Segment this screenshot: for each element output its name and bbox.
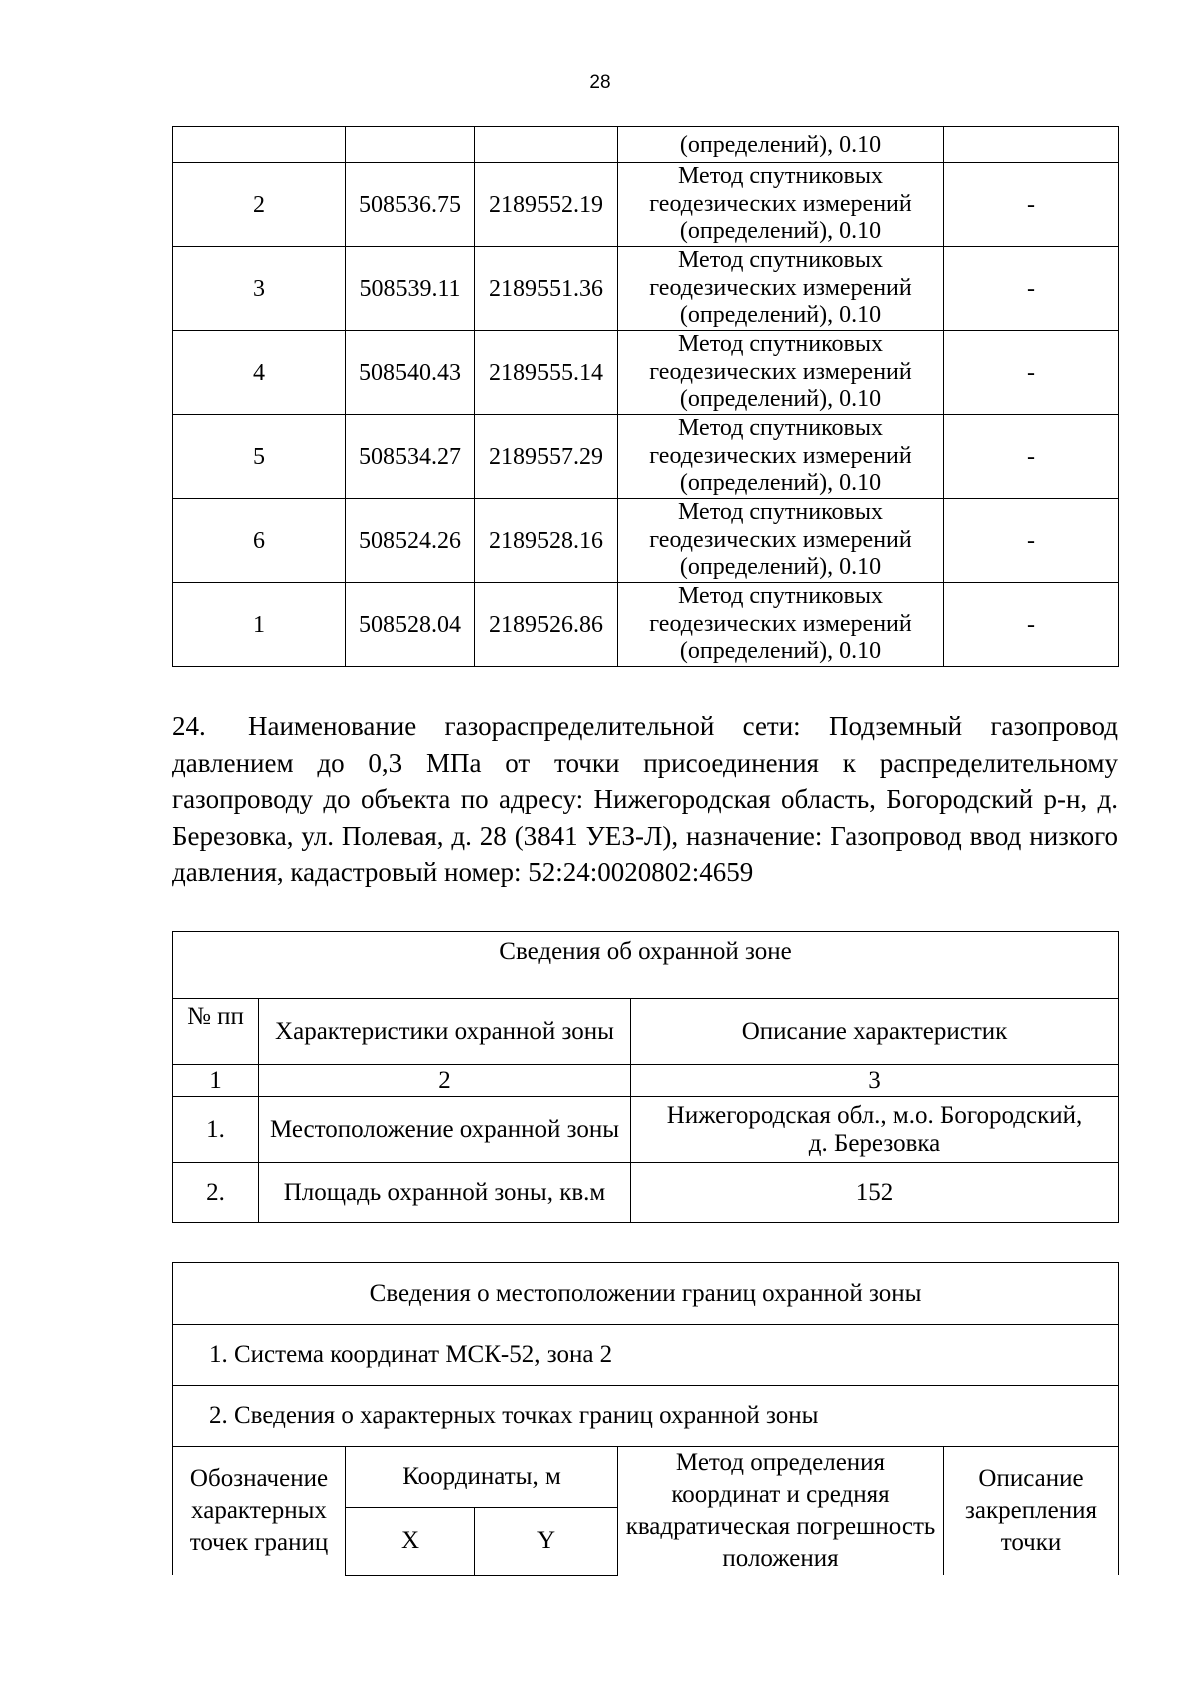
coordinate-x: 508524.26 — [346, 499, 475, 583]
method-line: геодезических измерений — [649, 190, 912, 217]
coordinate-system: 1. Система координат МСК-52, зона 2 — [173, 1325, 1119, 1386]
header-coordinates: Координаты, м — [346, 1447, 618, 1508]
table-header-row — [173, 1447, 1119, 1508]
method-line: (определений), 0.10 — [679, 302, 882, 329]
table-row — [173, 247, 1119, 331]
method-cell — [618, 247, 944, 331]
method-line: геодезических измерений — [649, 526, 912, 553]
header-x: X — [346, 1508, 475, 1575]
method-cell — [618, 583, 944, 667]
method-line: Метод спутниковых — [678, 247, 883, 274]
method-line: (определений), 0.10 — [679, 638, 882, 665]
method-line: Метод спутниковых — [678, 331, 883, 358]
method-line: Метод спутниковых — [678, 499, 883, 526]
row-number: 1. — [173, 1097, 259, 1163]
table-row — [173, 583, 1119, 667]
method-cell — [618, 331, 944, 415]
protection-zone-table — [172, 931, 1119, 1223]
col-number-1: 1 — [173, 1065, 259, 1097]
section-text: Наименование газораспределительной сети: Подземный газопровод давлением до 0,3 МПа от точки присоединения к распределительному газопроводу до объекта по адресу: Нижегородская область, Богородский р-н, д. Березовка, ул. Полевая, д. 28 (3841 УЕЗ-Л), назначение: Газопровод ввод низкого давления, кадастровый номер: 52:24:0020802:4659 — [172, 711, 1118, 887]
row-description — [631, 1097, 1119, 1163]
row-characteristic: Площадь охранной зоны, кв.м — [259, 1163, 631, 1223]
method-line: (определений), 0.10 — [679, 218, 882, 245]
method-cell: (определений), 0.10 — [618, 127, 944, 163]
coordinate-x: 508528.04 — [346, 583, 475, 667]
section-number: 24. — [172, 711, 206, 741]
header-fixing-description: Описание закрепления точки — [944, 1447, 1119, 1576]
table-title-row — [173, 932, 1119, 999]
zone-table-title: Сведения об охранной зоне — [173, 932, 1119, 999]
coordinate-x: 508534.27 — [346, 415, 475, 499]
coordinate-system-row — [173, 1325, 1119, 1386]
description-line: Нижегородская обл., м.о. Богородский, — [666, 1101, 1083, 1129]
coordinate-y: 2189526.86 — [475, 583, 618, 667]
point-number: 6 — [173, 499, 346, 583]
method-line: Метод спутниковых — [678, 583, 883, 610]
table-title-row — [173, 1263, 1119, 1325]
point-number: 2 — [173, 163, 346, 247]
method-cell — [618, 499, 944, 583]
fixing-description: - — [944, 583, 1119, 667]
coordinate-y: 2189552.19 — [475, 163, 618, 247]
point-number: 1 — [173, 583, 346, 667]
coordinate-y: 2189528.16 — [475, 499, 618, 583]
description-line: д. Березовка — [808, 1129, 941, 1157]
table-row — [173, 1097, 1119, 1163]
table-row — [173, 499, 1119, 583]
coordinate-y: 2189555.14 — [475, 331, 618, 415]
point-number: 4 — [173, 331, 346, 415]
method-line: геодезических измерений — [649, 358, 912, 385]
coordinates-table-continued — [172, 126, 1119, 667]
method-line: (определений), 0.10 — [679, 386, 882, 413]
fixing-description: - — [944, 247, 1119, 331]
method-cell — [618, 415, 944, 499]
coordinate-y: 2189557.29 — [475, 415, 618, 499]
header-description: Описание характеристик — [631, 999, 1119, 1065]
row-number: 2. — [173, 1163, 259, 1223]
method-line: (определений), 0.10 — [679, 470, 882, 497]
point-number: 5 — [173, 415, 346, 499]
header-y: Y — [475, 1508, 618, 1575]
location-table-title: Сведения о местоположении границ охранной зоны — [173, 1263, 1119, 1325]
coordinate-x: 508539.11 — [346, 247, 475, 331]
method-line: геодезических измерений — [649, 274, 912, 301]
coordinate-x: 508540.43 — [346, 331, 475, 415]
row-characteristic: Местоположение охранной зоны — [259, 1097, 631, 1163]
fixing-description: - — [944, 499, 1119, 583]
table-row-continued — [173, 127, 1119, 163]
points-title: 2. Сведения о характерных точках границ охранной зоны — [173, 1386, 1119, 1447]
header-characteristics: Характеристики охранной зоны — [259, 999, 631, 1065]
fixing-description: - — [944, 331, 1119, 415]
method-cell — [618, 163, 944, 247]
coordinate-y: 2189551.36 — [475, 247, 618, 331]
table-row — [173, 1163, 1119, 1223]
fixing-description: - — [944, 415, 1119, 499]
table-row — [173, 163, 1119, 247]
header-designation: Обозначение характерных точек границ — [173, 1447, 346, 1576]
col-number-3: 3 — [631, 1065, 1119, 1097]
points-title-row — [173, 1386, 1119, 1447]
method-line: геодезических измерений — [649, 610, 912, 637]
col-number-2: 2 — [259, 1065, 631, 1097]
row-description: 152 — [631, 1163, 1119, 1223]
method-line: Метод спутниковых — [678, 415, 883, 442]
method-line: (определений), 0.10 — [679, 554, 882, 581]
header-number: № пп — [173, 999, 259, 1065]
table-row — [173, 415, 1119, 499]
section-paragraph — [172, 708, 1118, 891]
coordinate-x: 508536.75 — [346, 163, 475, 247]
column-number-row — [173, 1065, 1119, 1097]
header-method: Метод определения координат и средняя квадратическая погрешность положения — [618, 1447, 944, 1576]
method-line: Метод спутниковых — [678, 163, 883, 190]
method-line: геодезических измерений — [649, 442, 912, 469]
fixing-description: - — [944, 163, 1119, 247]
point-number: 3 — [173, 247, 346, 331]
zone-boundaries-table — [172, 1262, 1119, 1576]
table-header-row — [173, 999, 1119, 1065]
page-number: 28 — [589, 72, 611, 93]
table-row — [173, 331, 1119, 415]
